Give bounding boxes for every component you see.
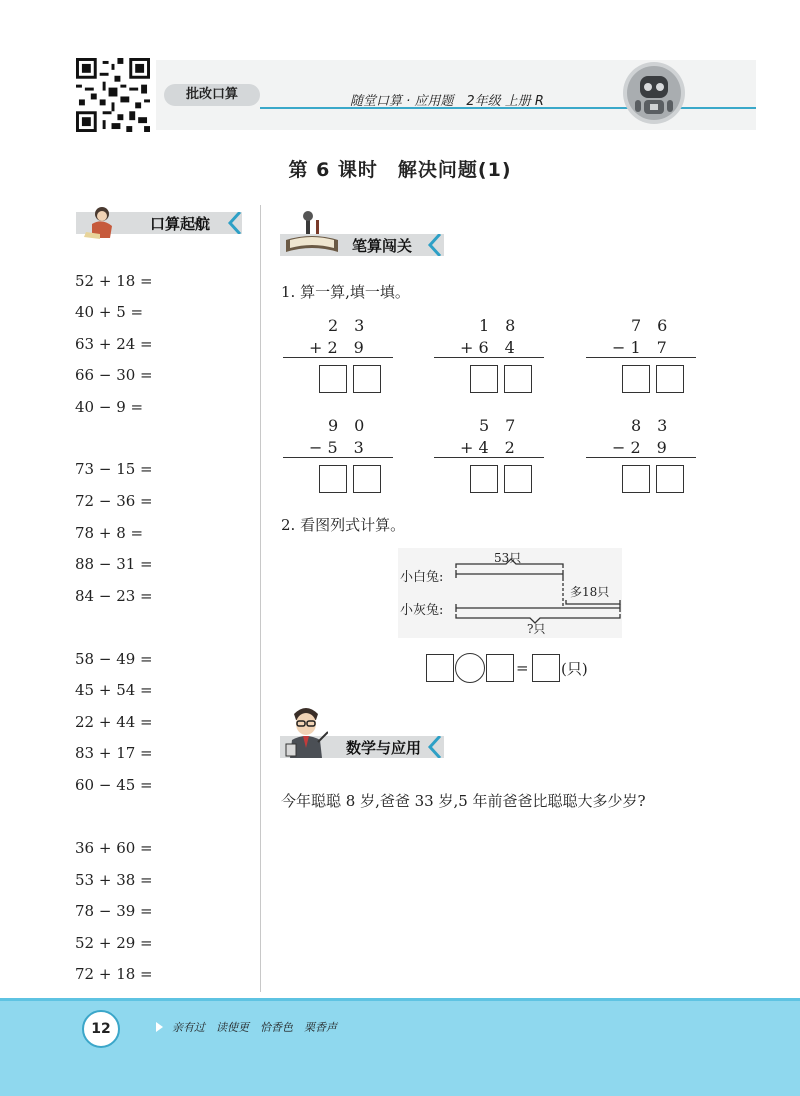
operator-circle[interactable] — [455, 653, 485, 683]
subtrahend: − 1 7 — [612, 338, 667, 357]
addend-top: 2 3 — [328, 316, 365, 335]
oral-problem: 36 + 60 = — [75, 839, 153, 857]
section-banner-oral — [76, 204, 246, 234]
equation-box-answer[interactable] — [532, 654, 560, 682]
answer-box-ones[interactable] — [656, 465, 684, 493]
oral-problem: 73 − 15 = — [75, 460, 153, 478]
addend-bottom: + 6 4 — [460, 338, 515, 357]
vertical-problem — [283, 313, 393, 413]
application-question: 今年聪聪 8 岁,爸爸 33 岁,5 年前爸爸比聪聪大多少岁? — [281, 792, 646, 810]
answer-box-ones[interactable] — [656, 365, 684, 393]
oral-problem: 83 + 17 = — [75, 744, 153, 762]
vertical-problem — [586, 313, 696, 413]
page-number: 12 — [82, 1010, 120, 1048]
oral-problem: 53 + 38 = — [75, 871, 153, 889]
oral-problem: 52 + 18 = — [75, 272, 153, 290]
answer-box-ones[interactable] — [353, 365, 381, 393]
oral-problem: 66 − 30 = — [75, 366, 153, 384]
answer-box-tens[interactable] — [470, 465, 498, 493]
footer-slogan: 亲有过 读使更 恰香色 栗香声 — [172, 1021, 337, 1034]
qr-code-icon — [76, 58, 150, 132]
chevron-left-icon — [426, 234, 442, 256]
oral-problem: 84 − 23 = — [75, 587, 153, 605]
robot-mascot-icon — [620, 60, 688, 126]
vertical-problem — [434, 413, 544, 513]
section-banner-written — [280, 226, 448, 256]
addend-top: 5 7 — [479, 416, 516, 435]
vertical-problem — [434, 313, 544, 413]
section-title-written: 笔算闯关 — [352, 237, 413, 255]
unknown-total-label: ?只 — [527, 622, 546, 636]
oral-problem: 88 − 31 = — [75, 555, 153, 573]
unit-label: (只) — [561, 660, 588, 678]
oral-problem: 63 + 24 = — [75, 335, 153, 353]
question-2-label: 2. 看图列式计算。 — [281, 516, 406, 534]
minuend: 9 0 — [328, 416, 365, 435]
section-title-oral: 口算起航 — [150, 215, 211, 233]
book-title: 随堂口算 · 应用题 2年级 上册 R — [350, 94, 544, 109]
oral-problem: 78 + 8 = — [75, 524, 144, 542]
answer-box-tens[interactable] — [319, 465, 347, 493]
minuend: 8 3 — [631, 416, 668, 435]
oral-problem: 60 − 45 = — [75, 776, 153, 794]
white-count-label: 53只 — [494, 551, 522, 565]
answer-box-tens[interactable] — [622, 365, 650, 393]
oral-problem: 45 + 54 = — [75, 681, 153, 699]
addend-bottom: + 4 2 — [460, 438, 515, 457]
oral-problem: 40 + 5 = — [75, 303, 144, 321]
question-1-label: 1. 算一算,填一填。 — [281, 283, 410, 301]
gray-rabbit-label: 小灰兔: — [400, 603, 444, 618]
equation-box-second[interactable] — [486, 654, 514, 682]
minuend: 7 6 — [631, 316, 668, 335]
addend-top: 1 8 — [479, 316, 516, 335]
answer-box-ones[interactable] — [504, 365, 532, 393]
answer-box-tens[interactable] — [470, 365, 498, 393]
oral-problem: 22 + 44 = — [75, 713, 153, 731]
footer-band — [0, 1000, 800, 1096]
equals-sign: = — [516, 659, 529, 677]
bar-diagram-lines — [398, 548, 624, 638]
section-title-application: 数学与应用 — [346, 739, 422, 757]
answer-box-tens[interactable] — [622, 465, 650, 493]
page-title: 第 6 课时 解决问题(1) — [288, 159, 512, 181]
play-arrow-icon — [156, 1022, 163, 1032]
vertical-problem — [283, 413, 393, 513]
chevron-left-icon — [226, 212, 242, 234]
oral-problem: 52 + 29 = — [75, 934, 153, 952]
tab-correct-oral[interactable]: 批改口算 — [164, 84, 260, 106]
subtrahend: − 5 3 — [309, 438, 364, 457]
girl-reading-icon — [80, 204, 120, 240]
chevron-left-icon — [426, 736, 442, 758]
addend-bottom: + 2 9 — [309, 338, 364, 357]
oral-problem: 78 − 39 = — [75, 902, 153, 920]
oral-problem: 72 + 18 = — [75, 965, 153, 983]
answer-box-ones[interactable] — [504, 465, 532, 493]
teacher-icon — [284, 702, 328, 758]
footer-rule — [0, 998, 800, 1001]
section-banner-application — [280, 728, 448, 758]
vertical-problem — [586, 413, 696, 513]
answer-box-ones[interactable] — [353, 465, 381, 493]
oral-problem: 58 − 49 = — [75, 650, 153, 668]
subtrahend: − 2 9 — [612, 438, 667, 457]
equation-box-first[interactable] — [426, 654, 454, 682]
white-rabbit-label: 小白兔: — [400, 570, 444, 585]
oral-problem: 40 − 9 = — [75, 398, 144, 416]
column-divider — [260, 205, 261, 992]
oral-problem: 72 − 36 = — [75, 492, 153, 510]
difference-label: 多18只 — [570, 585, 610, 599]
open-book-icon — [282, 210, 342, 256]
answer-box-tens[interactable] — [319, 365, 347, 393]
